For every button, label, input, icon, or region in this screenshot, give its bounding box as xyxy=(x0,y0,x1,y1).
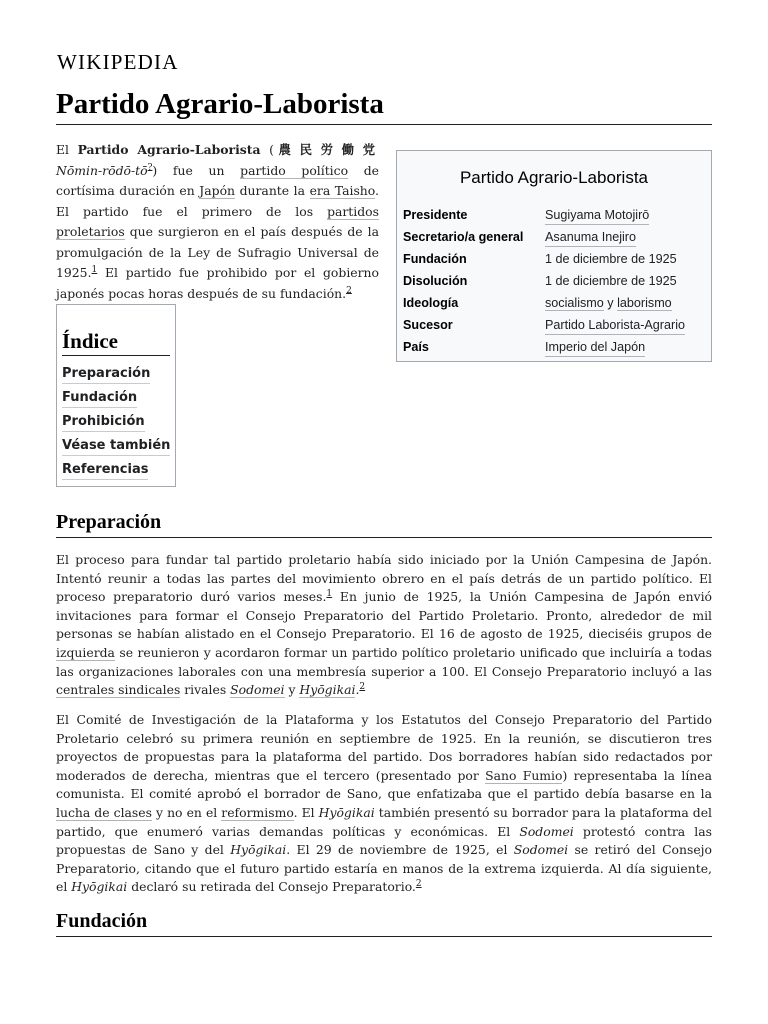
infobox-label: Fundación xyxy=(403,252,467,266)
page-title: Partido Agrario-Laborista xyxy=(56,84,712,125)
toc-item-preparacion[interactable]: Preparación xyxy=(62,365,150,384)
link-lucha-de-clases[interactable]: lucha de clases xyxy=(56,804,152,820)
romaji-name: Nōmin-rōdō-tō xyxy=(56,162,148,178)
ref-link-2[interactable]: 2 xyxy=(415,879,422,890)
italic-hyogikai: Hyōgikai xyxy=(318,804,375,820)
link-hyogikai[interactable]: Hyōgikai xyxy=(299,682,356,698)
link-sodomei[interactable]: Sodomei xyxy=(230,682,285,698)
toc-item-referencias[interactable]: Referencias xyxy=(62,461,148,480)
infobox-title: Partido Agrario-Laborista xyxy=(459,168,649,187)
link-izquierda[interactable]: izquierda xyxy=(56,644,115,660)
paragraph-preparacion-1: El proceso para fundar tal partido proletario había sido iniciado por la Unión Campesina de Japón. Intentó reunir a todas las partes del movimiento obrero en el país detrás de un partido político. El proceso preparatorio duró varios meses.$^1$ En junio de 1925, la Unión Campesina de Japón envió invitaciones para formar el Consejo Preparatorio del Partido Proletario. Pronto, alrededor de mil personas se habían alistado en el Consejo Preparatorio. El 16 de agosto de 1925, dieciséis grupos de izquierda se reunieron y acordaron formar un partido político proletario unificado que incluiría a todas las organizaciones laborales con una membresía superior a 100. El Consejo Preparatorio incluyó a las centrales sindicales rivales Sodomei y Hyōgikai.$^2$ xyxy=(56,552,713,698)
infobox xyxy=(396,150,712,362)
link-sano-fumio[interactable]: Sano Fumio xyxy=(485,767,563,783)
intro-paragraph: El Partido Agrario-Laborista (農民労働党 Nōmin-rōdō-tō?) fue un partido político de cortísima duración en Japón durante la era Taisho. El partido fue el primero de los partidos proletarios que surgieron en el país después de la promulgación de la Ley de Sufragio Universal de 1925.$^1$ El partido fue prohibido por el gobierno japonés pocas horas después de su fundación.$^2$ xyxy=(56,142,380,301)
ref-link-2[interactable]: 2 xyxy=(346,285,352,296)
italic-hyogikai: Hyōgikai xyxy=(71,879,128,895)
infobox-label: Ideología xyxy=(403,296,459,310)
article-name-bold: Partido Agrario-Laborista xyxy=(77,142,261,157)
infobox-label: Secretario/a general xyxy=(403,230,524,244)
italic-sodomei: Sodomei xyxy=(513,842,569,858)
toc-item-vease-tambien[interactable]: Véase también xyxy=(62,437,170,456)
infobox-value: socialismo y laborismo xyxy=(545,296,672,310)
ref-link-2[interactable]: 2 xyxy=(359,682,366,693)
infobox-value-link[interactable]: Sugiyama Motojirō xyxy=(545,206,649,225)
toc-item-fundacion[interactable]: Fundación xyxy=(62,389,137,408)
infobox-label: Sucesor xyxy=(403,318,453,332)
infobox-label: Disolución xyxy=(403,274,468,288)
toc-item-prohibicion[interactable]: Prohibición xyxy=(62,413,145,432)
link-centrales-sindicales[interactable]: centrales sindicales xyxy=(56,682,181,698)
wikipedia-wordmark[interactable]: WIKIPEDIA xyxy=(57,50,179,74)
section-heading-preparacion: Preparación xyxy=(56,507,712,538)
link-partidos-proletarios[interactable]: partidos proletarios xyxy=(56,203,379,239)
infobox-value: 1 de diciembre de 1925 xyxy=(545,252,677,266)
kanji-name: 農民労働党 xyxy=(273,142,380,157)
section-heading-fundacion: Fundación xyxy=(56,906,712,937)
ref-link[interactable]: ? xyxy=(147,162,153,173)
ref-link-1[interactable]: 1 xyxy=(326,589,333,600)
table-of-contents xyxy=(56,304,176,487)
infobox-value-link[interactable]: Imperio del Japón xyxy=(545,338,645,357)
link-partido-politico[interactable]: partido político xyxy=(240,162,349,178)
italic-hyogikai: Hyōgikai xyxy=(230,842,287,858)
link-laborismo[interactable]: laborismo xyxy=(617,296,672,310)
link-reformismo[interactable]: reformismo xyxy=(221,804,294,820)
ref-link-1[interactable]: 1 xyxy=(91,264,98,275)
infobox-value: 1 de diciembre de 1925 xyxy=(545,274,677,288)
link-japon[interactable]: Japón xyxy=(199,183,236,198)
infobox-value-link[interactable]: Partido Laborista-Agrario xyxy=(545,316,685,335)
paragraph-preparacion-2: El Comité de Investigación de la Plataforma y los Estatutos del Consejo Preparatorio del Partido Proletario celebró su primera reunión en septiembre de 1925. En la reunión, se discutieron tres proyectos de propuestas para la plataforma del partido. Dos borradores habían sido redactados por moderados de derecha, mientras que el tercero (presentado por Sano Fumio) representaba la línea comunista. El comité aprobó el borrador de Sano, que enfatizaba que el partido debía basarse en la lucha de clases y no en el reformismo. El Hyōgikai también presentó su borrador para la plataforma del partido, que enumeró varias demandas políticas y económicas. El Sodomei protestó contra las propuestas de Sano y del Hyōgikai. El 29 de noviembre de 1925, el Sodomei se retiró del Consejo Preparatorio, citando que el futuro partido estaría en manos de la extrema izquierda. Al día siguiente, el Hyōgikai declaró su retirada del Consejo Preparatorio.$^2$ xyxy=(56,712,712,895)
link-socialismo[interactable]: socialismo xyxy=(545,296,604,310)
infobox-label: País xyxy=(403,340,429,354)
link-era-taisho[interactable]: era Taisho xyxy=(309,183,376,198)
italic-sodomei: Sodomei xyxy=(519,823,574,839)
infobox-label: Presidente xyxy=(403,208,468,222)
infobox-value-link[interactable]: Asanuma Inejiro xyxy=(545,228,636,247)
toc-title: Índice xyxy=(62,327,170,356)
